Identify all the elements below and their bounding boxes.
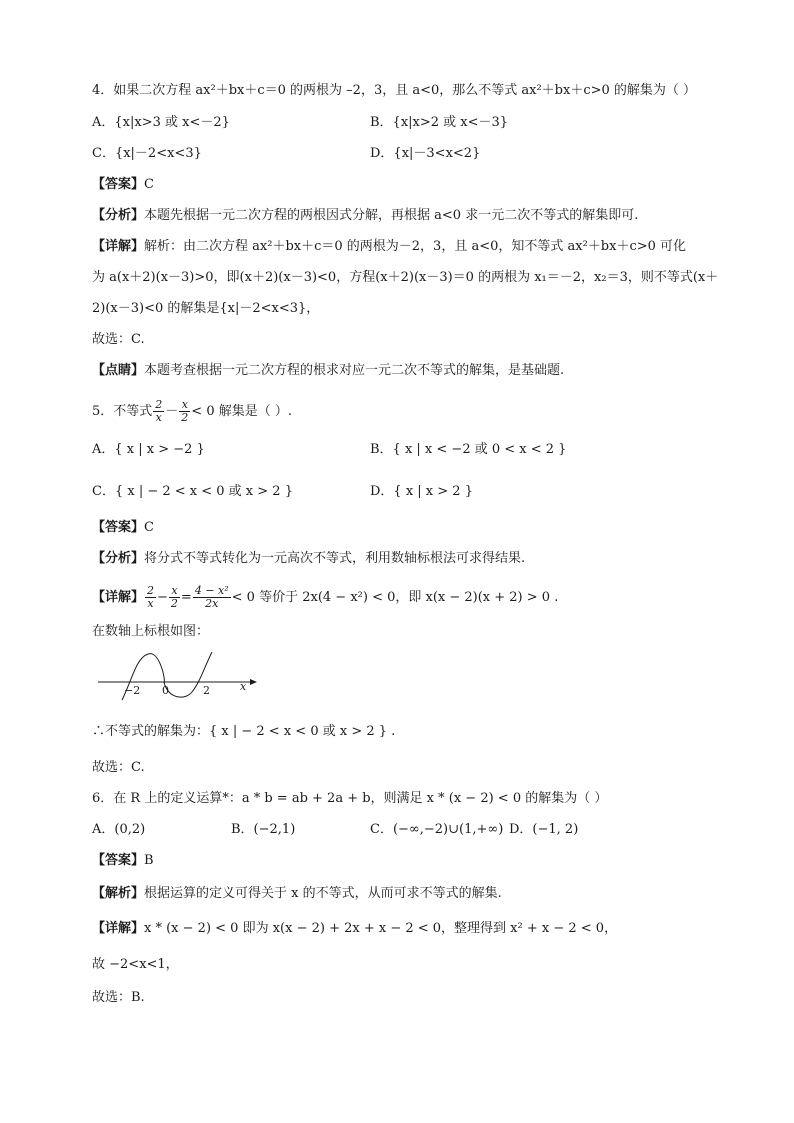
- q5-dfrac2-num: x: [169, 585, 180, 598]
- q5-detail-frac-2: [169, 585, 180, 610]
- axis-label-0: 0: [162, 684, 169, 697]
- q5-fraction-1: [153, 399, 164, 424]
- q5-detail-rest: < 0 等价于 2x(4 − x²) < 0，即 x(x − 2)(x + 2) > 0 .: [231, 590, 559, 605]
- answer-tag: 【答案】: [92, 177, 145, 192]
- q6-detail-line-1: [92, 919, 617, 939]
- q5-dfrac1-den: x: [147, 597, 154, 610]
- q5-option-b: B．{ x | x < −2 或 0 < x < 2 }: [370, 442, 567, 457]
- q4-option-c: C．{x|－2<x<3}: [92, 146, 202, 161]
- q5-dfrac1-num: 2: [147, 584, 155, 597]
- q5-conclusion: ∴不等式的解集为：{ x | − 2 < x < 0 或 x > 2 } .: [92, 724, 396, 739]
- axis-label-2: 2: [203, 684, 210, 697]
- q6-stem: 6．在 R 上的定义运算*：a * b = ab + 2a + b，则满足 x * (x − 2) < 0 的解集为（ ）: [92, 791, 608, 806]
- q5-choose: 故选：C.: [92, 760, 145, 775]
- q6-answer: [92, 851, 154, 871]
- axis-label-neg2: −2: [124, 684, 141, 697]
- detail-tag: 【详解】: [92, 921, 145, 936]
- q4-detail-line-1: [92, 237, 686, 257]
- answer-value: C: [144, 177, 154, 192]
- q6-choose: 故选：B.: [92, 990, 145, 1005]
- answer-value: C: [144, 520, 154, 535]
- q6-option-b: B．(−2,1): [231, 822, 296, 837]
- q6-option-d: D．(−1, 2): [509, 822, 579, 837]
- q5-frac1-num: 2: [155, 398, 163, 411]
- q5-frac2-den: 2: [181, 411, 189, 424]
- q4-answer: [92, 175, 154, 195]
- analysis-text: 本题先根据一元二次方程的两根因式分解，再根据 a<0 求一元二次不等式的解集即可.: [144, 208, 639, 223]
- q4-option-d: D．{x|－3<x<2}: [370, 146, 481, 161]
- q5-frac2-num: x: [179, 399, 190, 412]
- q5-detail-minus: −: [157, 590, 168, 605]
- q5-stem: [92, 398, 292, 426]
- q5-analysis: [92, 549, 525, 569]
- q6-option-a: A．(0,2): [92, 822, 146, 837]
- comment-text: 本题考查根据一元二次方程的根求对应一元二次不等式的解集，是基础题.: [144, 363, 565, 378]
- q5-fraction-2: [179, 399, 190, 424]
- q5-frac1-den: x: [155, 411, 162, 424]
- q5-answer: [92, 518, 154, 538]
- comment-tag: 【点睛】: [92, 363, 145, 378]
- q4-option-b: B．{x|x>2 或 x<－3}: [370, 115, 509, 130]
- q5-option-a: A．{ x | x > −2 }: [92, 442, 205, 457]
- axis-label-x: x: [240, 680, 247, 693]
- detail-text: 解析：由二次方程 ax²＋bx＋c＝0 的两根为－2，3，且 a<0，知不等式 ax²＋bx＋c>0 可化: [144, 239, 687, 254]
- q5-dfrac3-num: 4 − x²: [194, 584, 229, 597]
- detail-tag: 【详解】: [92, 239, 145, 254]
- q5-detail-frac-1: [145, 585, 156, 610]
- q4-choose: 故选：C.: [92, 332, 145, 347]
- q5-stem-prefix: 5．不等式: [92, 404, 153, 419]
- q6-detail-line-2: 故 −2<x<1，: [92, 957, 179, 972]
- q4-option-a: A．{x|x>3 或 x<－2}: [92, 115, 230, 130]
- q5-detail: [92, 583, 558, 613]
- axis-arrow: [250, 679, 257, 685]
- q5-dfrac2-den: 2: [170, 597, 178, 610]
- q6-option-c: C．(−∞,−2)∪(1,+∞): [370, 822, 504, 837]
- q4-analysis: [92, 206, 638, 226]
- number-axis-diagram: [92, 648, 262, 706]
- answer-tag: 【答案】: [92, 520, 145, 535]
- q5-stem-suffix: < 0 解集是（ ）.: [191, 404, 292, 419]
- q4-stem: 4．如果二次方程 ax²＋bx＋c＝0 的两根为 –2，3，且 a<0，那么不等式 ax²＋bx＋c>0 的解集为（ ）: [92, 83, 697, 98]
- detail-tag: 【详解】: [92, 590, 145, 605]
- q4-detail-line-2: 为 a(x＋2)(x－3)>0，即(x＋2)(x－3)<0，方程(x＋2)(x－3)＝0 的两根为 x₁＝－2，x₂＝3，则不等式(x＋: [92, 270, 719, 285]
- answer-tag: 【答案】: [92, 853, 145, 868]
- detail-text: x * (x − 2) < 0 即为 x(x − 2) + 2x + x − 2 < 0，整理得到 x² + x − 2 < 0，: [144, 921, 618, 936]
- q5-detail-equals: =: [180, 590, 192, 605]
- answer-value: B: [144, 853, 154, 868]
- q4-detail-line-3: 2)(x－3)<0 的解集是{x|－2<x<3}，: [92, 301, 320, 316]
- q5-dfrac3-den: 2x: [205, 597, 219, 610]
- q5-axis-intro: 在数轴上标根如图：: [92, 624, 210, 639]
- analysis-tag: 【解析】: [92, 886, 145, 901]
- analysis-tag: 【分析】: [92, 208, 145, 223]
- analysis-tag: 【分析】: [92, 551, 145, 566]
- q5-detail-frac-3: [193, 585, 231, 610]
- q5-minus: －: [165, 404, 179, 419]
- q5-option-d: D．{ x | x > 2 }: [370, 484, 473, 499]
- q6-analysis: [92, 884, 502, 904]
- analysis-text: 根据运算的定义可得关于 x 的不等式，从而可求不等式的解集.: [144, 886, 502, 901]
- q4-comment: [92, 361, 564, 381]
- q5-option-c: C．{ x | − 2 < x < 0 或 x > 2 }: [92, 484, 293, 499]
- analysis-text: 将分式不等式转化为一元高次不等式，利用数轴标根法可求得结果.: [144, 551, 526, 566]
